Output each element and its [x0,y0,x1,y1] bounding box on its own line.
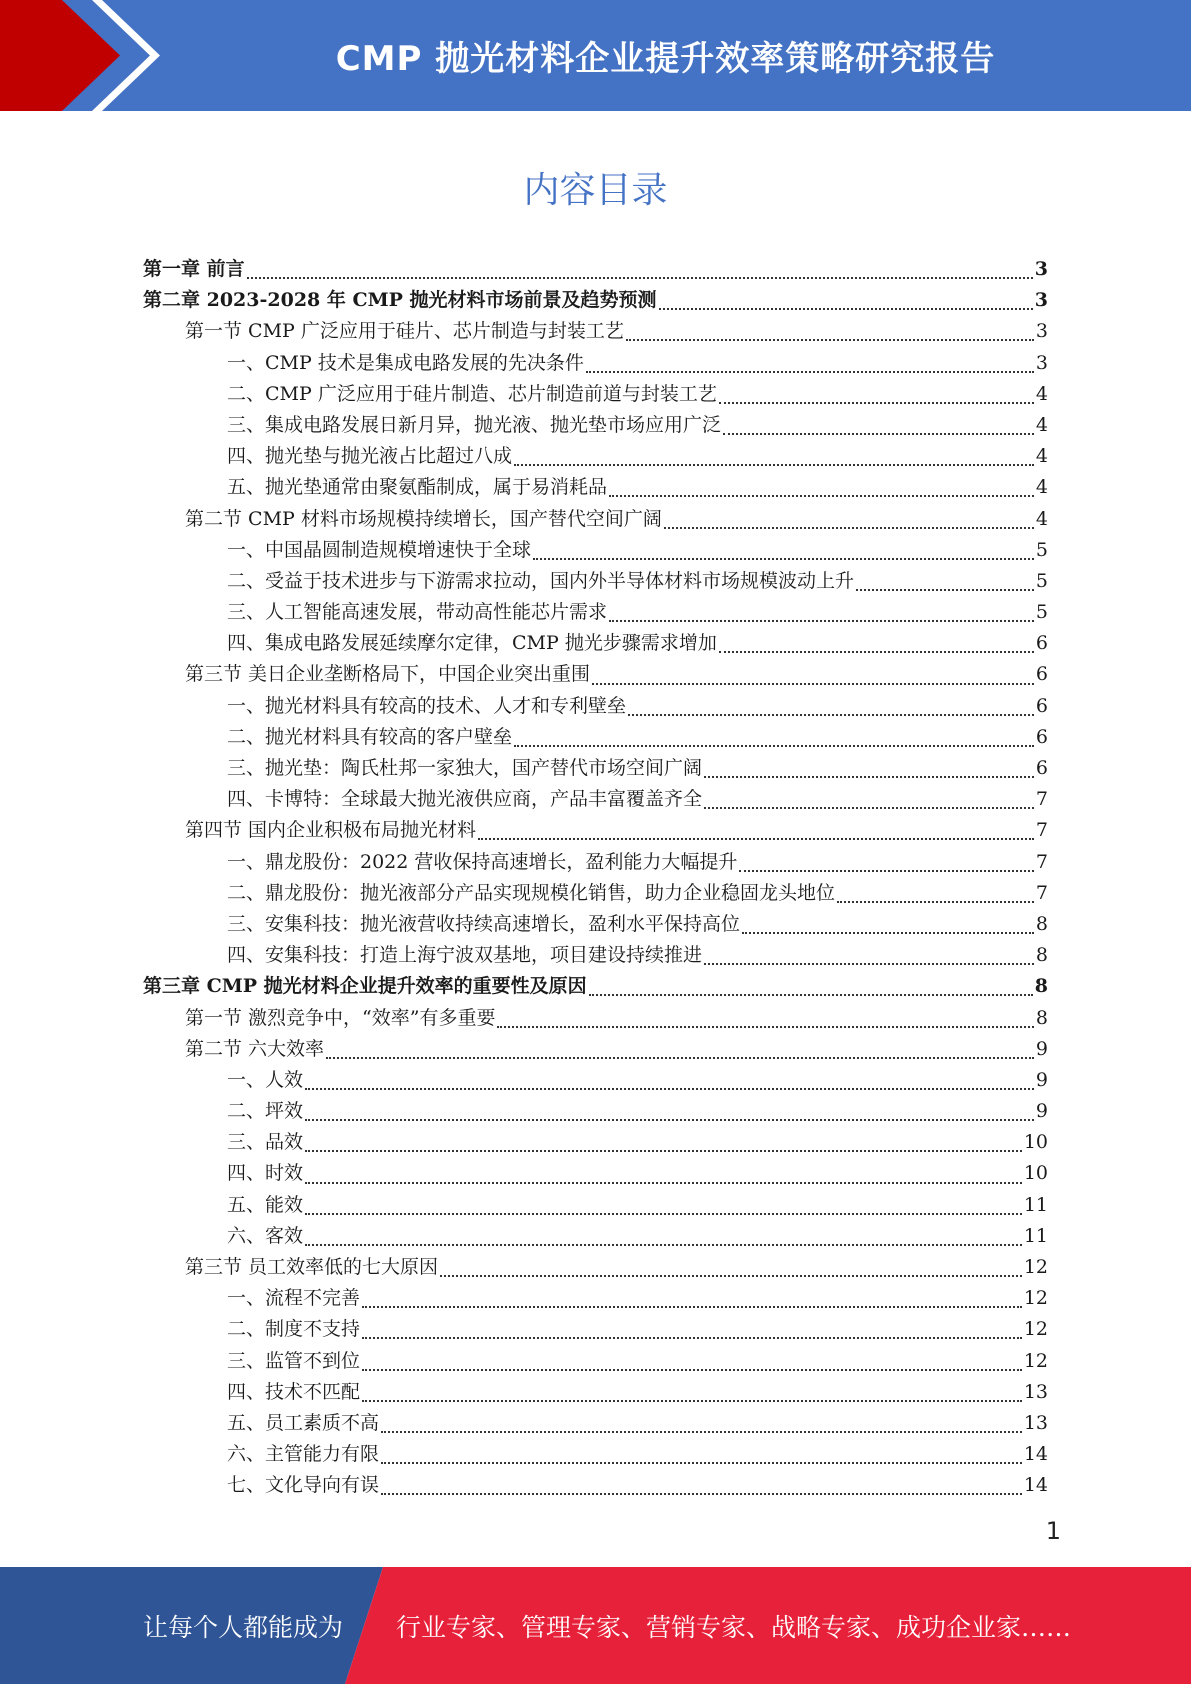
dot-leader [659,307,1033,310]
dot-leader [514,744,1034,747]
dot-leader [305,1243,1022,1246]
dot-leader [305,1149,1022,1152]
toc-entry-page: 3 [1035,351,1048,374]
toc-entry[interactable] [143,504,1048,535]
toc-entry-page: 7 [1035,850,1048,873]
toc-entry[interactable] [143,1065,1048,1096]
toc-entry-page: 9 [1035,1100,1048,1123]
toc-entry[interactable] [143,1096,1048,1127]
toc-entry-title: 二、制度不支持 [227,1318,361,1341]
toc-entry[interactable] [143,535,1048,566]
toc-entry-title: 第二章 2023-2028 年 CMP 抛光材料市场前景及趋势预测 [143,289,657,312]
toc-entry-page: 6 [1035,632,1048,655]
dot-leader [589,993,1033,996]
toc-entry-page: 14 [1023,1443,1048,1466]
toc-entry[interactable] [143,1190,1048,1221]
dot-leader [247,276,1033,279]
toc-entry-page: 11 [1023,1224,1048,1247]
dot-leader [704,806,1034,809]
header-banner [0,0,1191,111]
toc-entry-page: 4 [1035,382,1048,405]
toc-heading: 内容目录 [523,170,668,211]
toc-entry[interactable] [143,659,1048,690]
toc-entry-title: 二、抛光材料具有较高的客户壁垒 [227,725,513,748]
toc-entry-page: 4 [1035,413,1048,436]
toc-entry[interactable] [143,1314,1048,1345]
toc-entry[interactable] [143,566,1048,597]
toc-entry-page: 7 [1035,788,1048,811]
toc-entry[interactable] [143,285,1048,316]
toc-entry[interactable] [143,1127,1048,1158]
toc-entry-title: 二、CMP 广泛应用于硅片制造、芯片制造前道与封装工艺 [227,382,717,405]
toc-entry-page: 9 [1035,1068,1048,1091]
toc-entry-title: 二、坪效 [227,1100,304,1123]
toc-entry-page: 6 [1035,725,1048,748]
toc-entry-page: 4 [1035,507,1048,530]
dot-leader [837,900,1034,903]
toc-entry-page: 10 [1023,1162,1048,1185]
toc-entry-title: 一、鼎龙股份：2022 营收保持高速增长，盈利能力大幅提升 [227,850,738,873]
dot-leader [497,1025,1033,1028]
toc-entry[interactable] [143,909,1048,940]
toc-entry-title: 第三节 员工效率低的七大原因 [185,1256,439,1278]
toc-entry[interactable] [143,1408,1048,1439]
toc-entry-title: 二、鼎龙股份：抛光液部分产品实现规模化销售，助力企业稳固龙头地位 [227,881,836,904]
toc-entry-title: 第一章 前言 [143,258,245,280]
dot-leader [704,962,1034,965]
toc-entry[interactable] [143,597,1048,628]
table-of-contents [143,254,1048,1502]
toc-entry-title: 第三节 美日企业垄断格局下，中国企业突出重围 [185,663,591,686]
dot-leader [362,1399,1022,1402]
footer-banner [0,1567,1191,1684]
dot-leader [586,370,1034,373]
toc-entry-page: 12 [1023,1349,1048,1372]
toc-entry-title: 四、安集科技：打造上海宁波双基地，项目建设持续推进 [227,944,703,967]
dot-leader [626,338,1034,341]
toc-entry[interactable] [143,784,1048,815]
toc-entry-title: 二、受益于技术进步与下游需求拉动，国内外半导体材料市场规模波动上升 [227,569,855,592]
toc-entry-page: 4 [1035,476,1048,499]
toc-entry-title: 一、中国晶圆制造规模增速快于全球 [227,538,532,561]
toc-entry-page: 7 [1035,881,1048,904]
toc-entry[interactable] [143,878,1048,909]
toc-entry-page: 12 [1023,1318,1048,1341]
toc-entry[interactable] [143,1346,1048,1377]
toc-entry-page: 7 [1035,819,1048,842]
toc-entry[interactable] [143,254,1048,285]
dot-leader [440,1274,1022,1277]
toc-entry-title: 一、抛光材料具有较高的技术、人才和专利壁垒 [227,694,627,717]
dot-leader [719,401,1034,404]
dot-leader [305,1181,1022,1184]
dot-leader [664,526,1034,529]
toc-entry-title: 三、人工智能高速发展，带动高性能芯片需求 [227,601,608,624]
toc-entry-title: 五、员工素质不高 [227,1411,380,1434]
toc-entry[interactable] [143,1470,1048,1501]
toc-entry-page: 14 [1023,1474,1048,1497]
toc-entry-title: 三、监管不到位 [227,1349,361,1372]
toc-entry-page: 11 [1023,1193,1048,1216]
toc-entry-page: 3 [1034,289,1048,312]
dot-leader [381,1461,1022,1464]
dot-leader [326,1056,1034,1059]
toc-entry-page: 6 [1035,757,1048,779]
toc-entry[interactable] [143,847,1048,878]
toc-entry-page: 12 [1023,1287,1048,1310]
toc-entry[interactable] [143,316,1048,347]
dot-leader [856,588,1034,591]
footer-slogan-left: 让每个人都能成为 [143,1612,344,1642]
toc-entry-page: 8 [1035,944,1048,967]
dot-leader [609,619,1034,622]
toc-entry-page: 8 [1035,1006,1048,1029]
toc-entry-title: 第四节 国内企业积极布局抛光材料 [185,819,477,842]
toc-entry[interactable] [143,1221,1048,1252]
toc-entry-title: 三、品效 [227,1131,304,1154]
toc-entry-page: 5 [1035,538,1048,561]
dot-leader [533,557,1034,560]
toc-entry[interactable] [143,628,1048,659]
toc-entry-page: 4 [1035,445,1048,468]
toc-entry-title: 四、技术不匹配 [227,1380,361,1403]
toc-entry-title: 四、时效 [227,1162,304,1185]
dot-leader [739,869,1034,872]
dot-leader [362,1305,1022,1308]
toc-entry[interactable] [143,348,1048,379]
toc-entry-title: 七、文化导向有误 [227,1474,380,1497]
dot-leader [362,1368,1022,1371]
toc-entry-page: 8 [1034,975,1048,998]
dot-leader [723,432,1034,435]
toc-entry-title: 五、抛光垫通常由聚氨酯制成，属于易消耗品 [227,476,608,499]
toc-entry[interactable] [143,971,1048,1002]
toc-entry[interactable] [143,472,1048,503]
dot-leader [362,1336,1022,1339]
chevron-arrow-icon [0,0,160,111]
toc-entry-title: 四、卡博特：全球最大抛光液供应商，产品丰富覆盖齐全 [227,788,703,811]
toc-entry[interactable] [143,691,1048,722]
dot-leader [742,931,1034,934]
toc-entry-title: 第一节 激烈竞争中，“效率”有多重要 [185,1006,496,1029]
toc-entry[interactable] [143,815,1048,846]
toc-entry-title: 第二节 CMP 材料市场规模持续增长，国产替代空间广阔 [185,507,662,530]
toc-entry[interactable] [143,1283,1048,1314]
dot-leader [305,1212,1022,1215]
footer-slogan-right: 行业专家、管理专家、营销专家、战略专家、成功企业家…… [396,1612,1072,1642]
dot-leader [628,713,1034,716]
toc-entry-page: 10 [1023,1131,1048,1154]
toc-entry[interactable] [143,1377,1048,1408]
toc-entry-page: 13 [1023,1411,1048,1434]
toc-entry-page: 6 [1035,694,1048,717]
toc-entry-title: 五、能效 [227,1193,304,1216]
toc-entry-title: 一、人效 [227,1068,304,1091]
toc-entry[interactable] [143,1034,1048,1065]
toc-entry-title: 第三章 CMP 抛光材料企业提升效率的重要性及原因 [143,975,587,998]
dot-leader [592,682,1034,685]
toc-entry[interactable] [143,940,1048,971]
toc-entry[interactable] [143,722,1048,753]
toc-entry[interactable] [143,1158,1048,1189]
toc-entry-page: 5 [1035,569,1048,592]
dot-leader [478,837,1034,840]
toc-entry-page: 8 [1035,912,1048,935]
dot-leader [609,494,1034,497]
dot-leader [704,775,1034,778]
dot-leader [381,1492,1022,1495]
dot-leader [305,1087,1034,1090]
report-title: CMP 抛光材料企业提升效率策略研究报告 [335,39,996,79]
toc-entry-page: 5 [1035,601,1048,624]
dot-leader [514,463,1034,466]
toc-entry-title: 六、客效 [227,1224,304,1247]
toc-entry-title: 三、抛光垫：陶氏杜邦一家独大，国产替代市场空间广阔 [227,757,703,779]
dot-leader [305,1118,1034,1121]
toc-entry-title: 第二节 六大效率 [185,1037,325,1060]
toc-entry-title: 一、CMP 技术是集成电路发展的先决条件 [227,351,584,374]
toc-entry-title: 六、主管能力有限 [227,1443,380,1466]
toc-entry-page: 6 [1035,663,1048,686]
toc-entry[interactable] [143,1003,1048,1034]
toc-entry-title: 四、抛光垫与抛光液占比超过八成 [227,445,513,468]
toc-entry[interactable] [143,1252,1048,1283]
toc-entry[interactable] [143,753,1048,784]
toc-entry-title: 一、流程不完善 [227,1287,361,1310]
toc-entry-title: 三、安集科技：抛光液营收持续高速增长，盈利水平保持高位 [227,912,741,935]
dot-leader [381,1430,1022,1433]
toc-entry[interactable] [143,1439,1048,1470]
toc-entry-title: 四、集成电路发展延续摩尔定律，CMP 抛光步骤需求增加 [227,632,717,655]
toc-entry[interactable] [143,441,1048,472]
toc-entry-page: 13 [1023,1380,1048,1403]
page-number: 1 [1045,1517,1061,1545]
dot-leader [719,650,1034,653]
toc-entry-title: 三、集成电路发展日新月异，抛光液、抛光垫市场应用广泛 [227,413,722,436]
toc-entry-page: 3 [1034,258,1048,280]
toc-entry-page: 12 [1023,1256,1048,1278]
toc-entry[interactable] [143,410,1048,441]
toc-entry-title: 第一节 CMP 广泛应用于硅片、芯片制造与封装工艺 [185,320,624,343]
toc-entry-page: 9 [1035,1037,1048,1060]
toc-entry-page: 3 [1035,320,1048,343]
toc-entry[interactable] [143,379,1048,410]
